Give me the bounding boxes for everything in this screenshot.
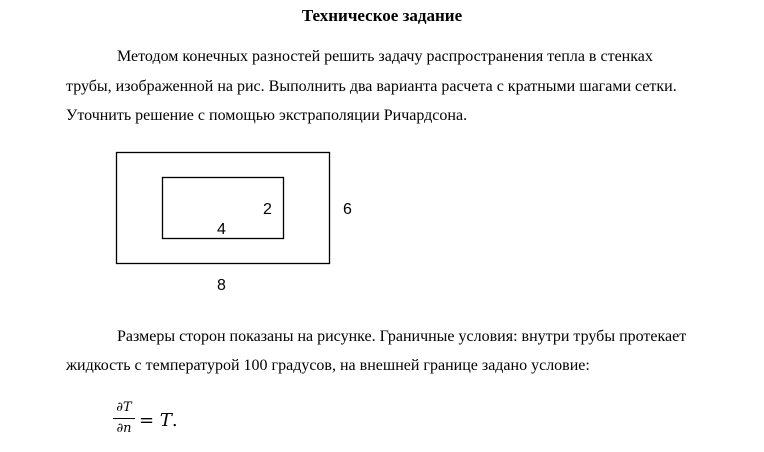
paragraph2-line1: Размеры сторон показаны на рисунке. Граничные условия: внутри трубы протекает — [117, 328, 687, 345]
derivative-fraction — [113, 400, 135, 437]
rhs-variable: T — [159, 410, 172, 431]
outer-rectangle — [117, 153, 330, 264]
equals-sign: = — [139, 410, 155, 431]
formula-period: . — [171, 410, 178, 431]
formula-rhs — [139, 410, 178, 432]
document-title: Техническое задание — [301, 6, 463, 25]
paragraph2-line2: жидкость с температурой 100 градусов, на внешней границе задано условие: — [66, 357, 590, 374]
inner-width-label: 4 — [217, 221, 226, 238]
fraction-numerator: ∂T — [116, 400, 132, 415]
inner-height-label: 2 — [263, 201, 272, 218]
fraction-bar — [113, 418, 135, 419]
paragraph1-line1: Методом конечных разностей решить задачу распространения тепла в стенках — [117, 48, 653, 65]
fraction-denominator: ∂n — [116, 421, 132, 436]
outer-height-label: 6 — [343, 201, 352, 218]
paragraph1-line2: трубы, изображенной на рис. Выполнить два варианта расчета с кратными шагами сетки. — [66, 78, 677, 95]
outer-width-label: 8 — [217, 277, 226, 294]
paragraph1-line3: Уточнить решение с помощью экстраполяции Ричардсона. — [66, 107, 468, 124]
